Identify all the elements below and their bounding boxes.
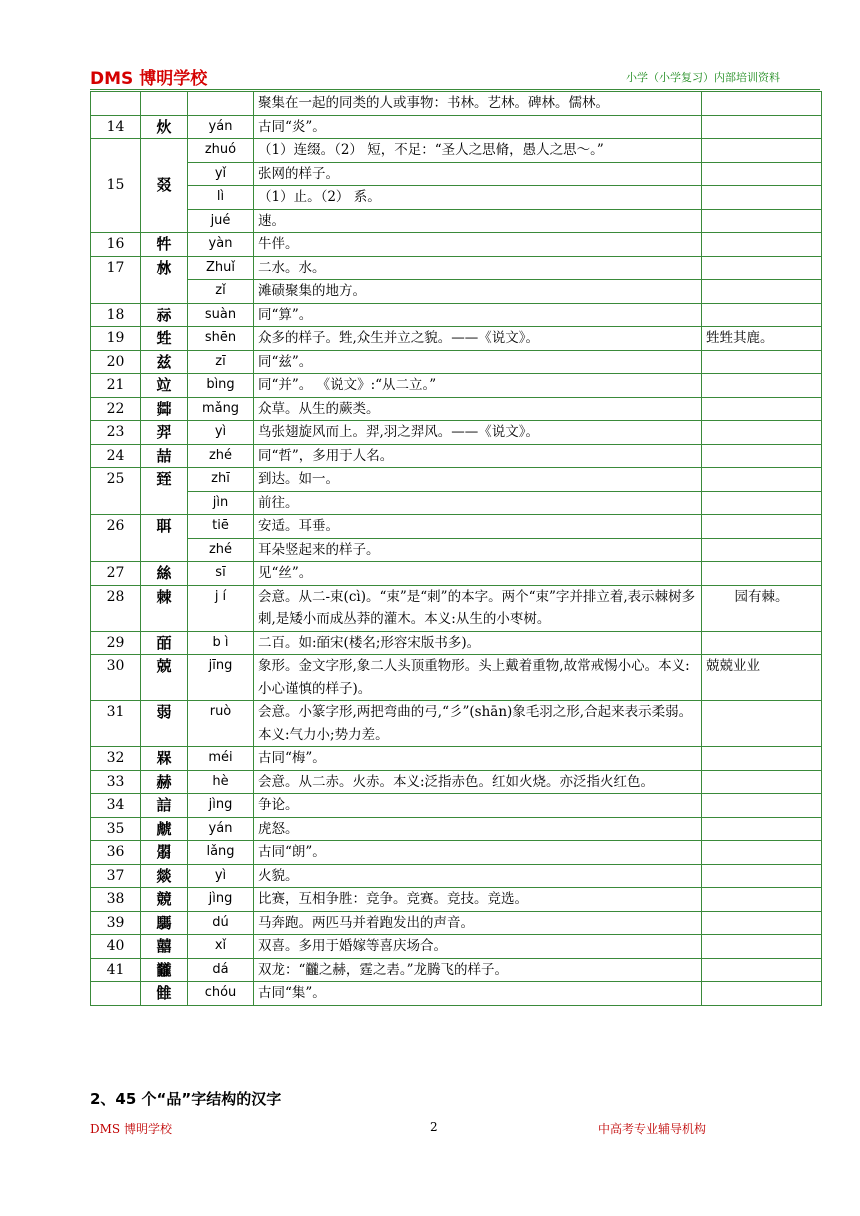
character: 棘 [141, 585, 188, 631]
pinyin: j í [188, 585, 254, 631]
meaning: 张网的样子。 [254, 162, 702, 186]
footer-school: DMS 博明学校 [90, 1122, 172, 1136]
pinyin: hè [188, 770, 254, 794]
table-row [91, 747, 822, 771]
example: 园有棘。 [702, 585, 822, 631]
pinyin: mǎng [188, 397, 254, 421]
example [702, 444, 822, 468]
meaning: 古同“朗”。 [254, 841, 702, 865]
character: 沝 [141, 256, 188, 303]
page-header [90, 64, 820, 90]
example [702, 186, 822, 210]
table-row [91, 209, 822, 233]
character: 叕 [141, 139, 188, 233]
pinyin: yì [188, 864, 254, 888]
table-row [91, 256, 822, 280]
pinyin: bìng [188, 374, 254, 398]
example [702, 397, 822, 421]
meaning: 火貌。 [254, 864, 702, 888]
table-row [91, 982, 822, 1006]
meaning: 众多的样子。甡,众生并立之貌。——《说文》。 [254, 327, 702, 351]
row-number: 40 [91, 935, 141, 959]
table-row [91, 911, 822, 935]
pinyin: suàn [188, 303, 254, 327]
page-number: 2 [430, 1120, 438, 1134]
character: 茻 [141, 397, 188, 421]
example [702, 538, 822, 562]
table-row [91, 562, 822, 586]
example [702, 631, 822, 655]
meaning: 会意。从二赤。火赤。本义:泛指赤色。红如火烧。亦泛指火红色。 [254, 770, 702, 794]
row-number [91, 92, 141, 116]
pinyin: lì [188, 186, 254, 210]
pinyin: jīng [188, 655, 254, 701]
example [702, 468, 822, 492]
section-heading: 2、45 个“品”字结构的汉字 [90, 1090, 282, 1108]
pinyin: jìn [188, 491, 254, 515]
header-note: 小学（小学复习）内部培训资料 [626, 71, 780, 84]
meaning: 见“丝”。 [254, 562, 702, 586]
pinyin: zhé [188, 538, 254, 562]
row-number: 25 [91, 468, 141, 515]
meaning: 众草。从生的蕨类。 [254, 397, 702, 421]
row-number: 33 [91, 770, 141, 794]
row-number: 36 [91, 841, 141, 865]
row-number: 30 [91, 655, 141, 701]
example [702, 888, 822, 912]
row-number: 31 [91, 701, 141, 747]
pinyin: yán [188, 817, 254, 841]
example [702, 491, 822, 515]
meaning: 双龙：“龖之赫，霆之砉。”龙腾飞的样子。 [254, 958, 702, 982]
table-row [91, 186, 822, 210]
meaning: 会意。小篆字形,两把弯曲的弓,“彡”(shān)象毛羽之形,合起来表示柔弱。本义:气力小;势力差。 [254, 701, 702, 747]
table-row [91, 468, 822, 492]
meaning: 古同“炎”。 [254, 115, 702, 139]
table-row [91, 888, 822, 912]
character: 臸 [141, 468, 188, 515]
character: 祘 [141, 303, 188, 327]
pinyin [188, 92, 254, 116]
meaning: 争论。 [254, 794, 702, 818]
pinyin: jué [188, 209, 254, 233]
row-number: 17 [91, 256, 141, 303]
meaning: （1）连缀。（2） 短，不足：“圣人之思脩，愚人之思～。” [254, 139, 702, 163]
meaning: 会意。从二-束(cì)。“束”是“刺”的本字。两个“束”字并排立着,表示棘树多刺,是矮小而成丛莽的灌木。本义:从生的小枣树。 [254, 585, 702, 631]
example [702, 958, 822, 982]
example [702, 374, 822, 398]
table-row [91, 162, 822, 186]
character: 喆 [141, 444, 188, 468]
row-number: 24 [91, 444, 141, 468]
pinyin: jìng [188, 794, 254, 818]
row-number: 14 [91, 115, 141, 139]
example [702, 233, 822, 257]
character: 竝 [141, 374, 188, 398]
meaning: 前往。 [254, 491, 702, 515]
row-number: 26 [91, 515, 141, 562]
table-row [91, 92, 822, 116]
example [702, 256, 822, 280]
meaning: 象形。金文字形,象二人头顶重物形。头上戴着重物,故常戒惕小心。本义:小心谨慎的样子)。 [254, 655, 702, 701]
example [702, 794, 822, 818]
character-table [90, 91, 822, 1006]
example [702, 747, 822, 771]
meaning: 到达。如一。 [254, 468, 702, 492]
row-number: 39 [91, 911, 141, 935]
table-row [91, 538, 822, 562]
meaning: 虎怒。 [254, 817, 702, 841]
character: 甡 [141, 327, 188, 351]
pinyin: yàn [188, 233, 254, 257]
meaning: 二百。如:皕宋(楼名;形容宋版书多)。 [254, 631, 702, 655]
table-row [91, 350, 822, 374]
row-number: 19 [91, 327, 141, 351]
example [702, 280, 822, 304]
page-footer [90, 1120, 780, 1140]
character: 競 [141, 888, 188, 912]
row-number: 28 [91, 585, 141, 631]
table-row [91, 421, 822, 445]
character: 龖 [141, 958, 188, 982]
pinyin: zhī [188, 468, 254, 492]
example [702, 562, 822, 586]
meaning: 古同“集”。 [254, 982, 702, 1006]
table-row [91, 303, 822, 327]
character: 誩 [141, 794, 188, 818]
character: 絲 [141, 562, 188, 586]
table-row [91, 701, 822, 747]
example [702, 911, 822, 935]
table-row [91, 958, 822, 982]
header-rule [90, 89, 820, 90]
character: 弱 [141, 701, 188, 747]
character: 虤 [141, 817, 188, 841]
table-row [91, 491, 822, 515]
row-number: 22 [91, 397, 141, 421]
example [702, 982, 822, 1006]
row-number: 21 [91, 374, 141, 398]
meaning: （1）止。（2） 系。 [254, 186, 702, 210]
character: 囍 [141, 935, 188, 959]
table-row [91, 794, 822, 818]
character: 朤 [141, 841, 188, 865]
table-row [91, 817, 822, 841]
meaning: 聚集在一起的同类的人或事物：书林。艺林。碑林。儒林。 [254, 92, 702, 116]
pinyin: zhuó [188, 139, 254, 163]
meaning: 安适。耳垂。 [254, 515, 702, 539]
pinyin: dú [188, 911, 254, 935]
meaning: 双喜。多用于婚嫁等喜庆场合。 [254, 935, 702, 959]
example [702, 303, 822, 327]
pinyin: jìng [188, 888, 254, 912]
pinyin: tiē [188, 515, 254, 539]
pinyin: b ì [188, 631, 254, 655]
meaning: 马奔跑。两匹马并着跑发出的声音。 [254, 911, 702, 935]
example [702, 115, 822, 139]
example [702, 701, 822, 747]
pinyin: yǐ [188, 162, 254, 186]
table-row [91, 397, 822, 421]
row-number: 16 [91, 233, 141, 257]
pinyin: sī [188, 562, 254, 586]
row-number: 37 [91, 864, 141, 888]
character: 皕 [141, 631, 188, 655]
pinyin: ruò [188, 701, 254, 747]
table-row [91, 444, 822, 468]
example [702, 864, 822, 888]
table-row [91, 864, 822, 888]
character: 燚 [141, 864, 188, 888]
table-row [91, 327, 822, 351]
table-row [91, 233, 822, 257]
pinyin: zǐ [188, 280, 254, 304]
example: 兢兢业业 [702, 655, 822, 701]
character: 槑 [141, 747, 188, 771]
example [702, 162, 822, 186]
character: 赫 [141, 770, 188, 794]
character [141, 92, 188, 116]
table-row [91, 841, 822, 865]
meaning: 同“兹”。 [254, 350, 702, 374]
table-row [91, 935, 822, 959]
meaning: 牛伴。 [254, 233, 702, 257]
meaning: 同“算”。 [254, 303, 702, 327]
example [702, 515, 822, 539]
row-number: 27 [91, 562, 141, 586]
example [702, 817, 822, 841]
table-row [91, 655, 822, 701]
pinyin: zhé [188, 444, 254, 468]
meaning: 比赛，互相争胜：竞争。竞赛。竞技。竞选。 [254, 888, 702, 912]
school-name: DMS 博明学校 [90, 69, 208, 89]
table-row [91, 280, 822, 304]
table-row [91, 115, 822, 139]
meaning: 同“哲”，多用于人名。 [254, 444, 702, 468]
pinyin: shēn [188, 327, 254, 351]
character: 牪 [141, 233, 188, 257]
meaning: 耳朵竖起来的样子。 [254, 538, 702, 562]
row-number: 18 [91, 303, 141, 327]
example: 甡甡其鹿。 [702, 327, 822, 351]
pinyin: chóu [188, 982, 254, 1006]
example [702, 421, 822, 445]
meaning: 古同“梅”。 [254, 747, 702, 771]
example [702, 139, 822, 163]
character: 炏 [141, 115, 188, 139]
example [702, 209, 822, 233]
meaning: 二水。水。 [254, 256, 702, 280]
meaning: 速。 [254, 209, 702, 233]
table-row [91, 515, 822, 539]
row-number: 34 [91, 794, 141, 818]
meaning: 鸟张翅旋风而上。羿,羽之羿风。——《说文》。 [254, 421, 702, 445]
pinyin: méi [188, 747, 254, 771]
example [702, 841, 822, 865]
character: 羿 [141, 421, 188, 445]
pinyin: lǎng [188, 841, 254, 865]
row-number [91, 982, 141, 1006]
row-number: 23 [91, 421, 141, 445]
character: 兹 [141, 350, 188, 374]
table-row [91, 770, 822, 794]
example [702, 92, 822, 116]
character: 兢 [141, 655, 188, 701]
example [702, 770, 822, 794]
example [702, 935, 822, 959]
row-number: 35 [91, 817, 141, 841]
pinyin: Zhuǐ [188, 256, 254, 280]
row-number: 41 [91, 958, 141, 982]
row-number: 15 [91, 139, 141, 233]
table-row [91, 139, 822, 163]
example [702, 350, 822, 374]
row-number: 29 [91, 631, 141, 655]
table-row [91, 585, 822, 631]
pinyin: xǐ [188, 935, 254, 959]
pinyin: yán [188, 115, 254, 139]
character: 雔 [141, 982, 188, 1006]
meaning: 滩碛聚集的地方。 [254, 280, 702, 304]
pinyin: zī [188, 350, 254, 374]
character: 騳 [141, 911, 188, 935]
row-number: 20 [91, 350, 141, 374]
pinyin: yì [188, 421, 254, 445]
row-number: 32 [91, 747, 141, 771]
character: 聑 [141, 515, 188, 562]
pinyin: dá [188, 958, 254, 982]
table-row [91, 374, 822, 398]
footer-slogan: 中高考专业辅导机构 [598, 1122, 707, 1136]
row-number: 38 [91, 888, 141, 912]
table-row [91, 631, 822, 655]
meaning: 同“并”。 《说文》:“从二立。” [254, 374, 702, 398]
